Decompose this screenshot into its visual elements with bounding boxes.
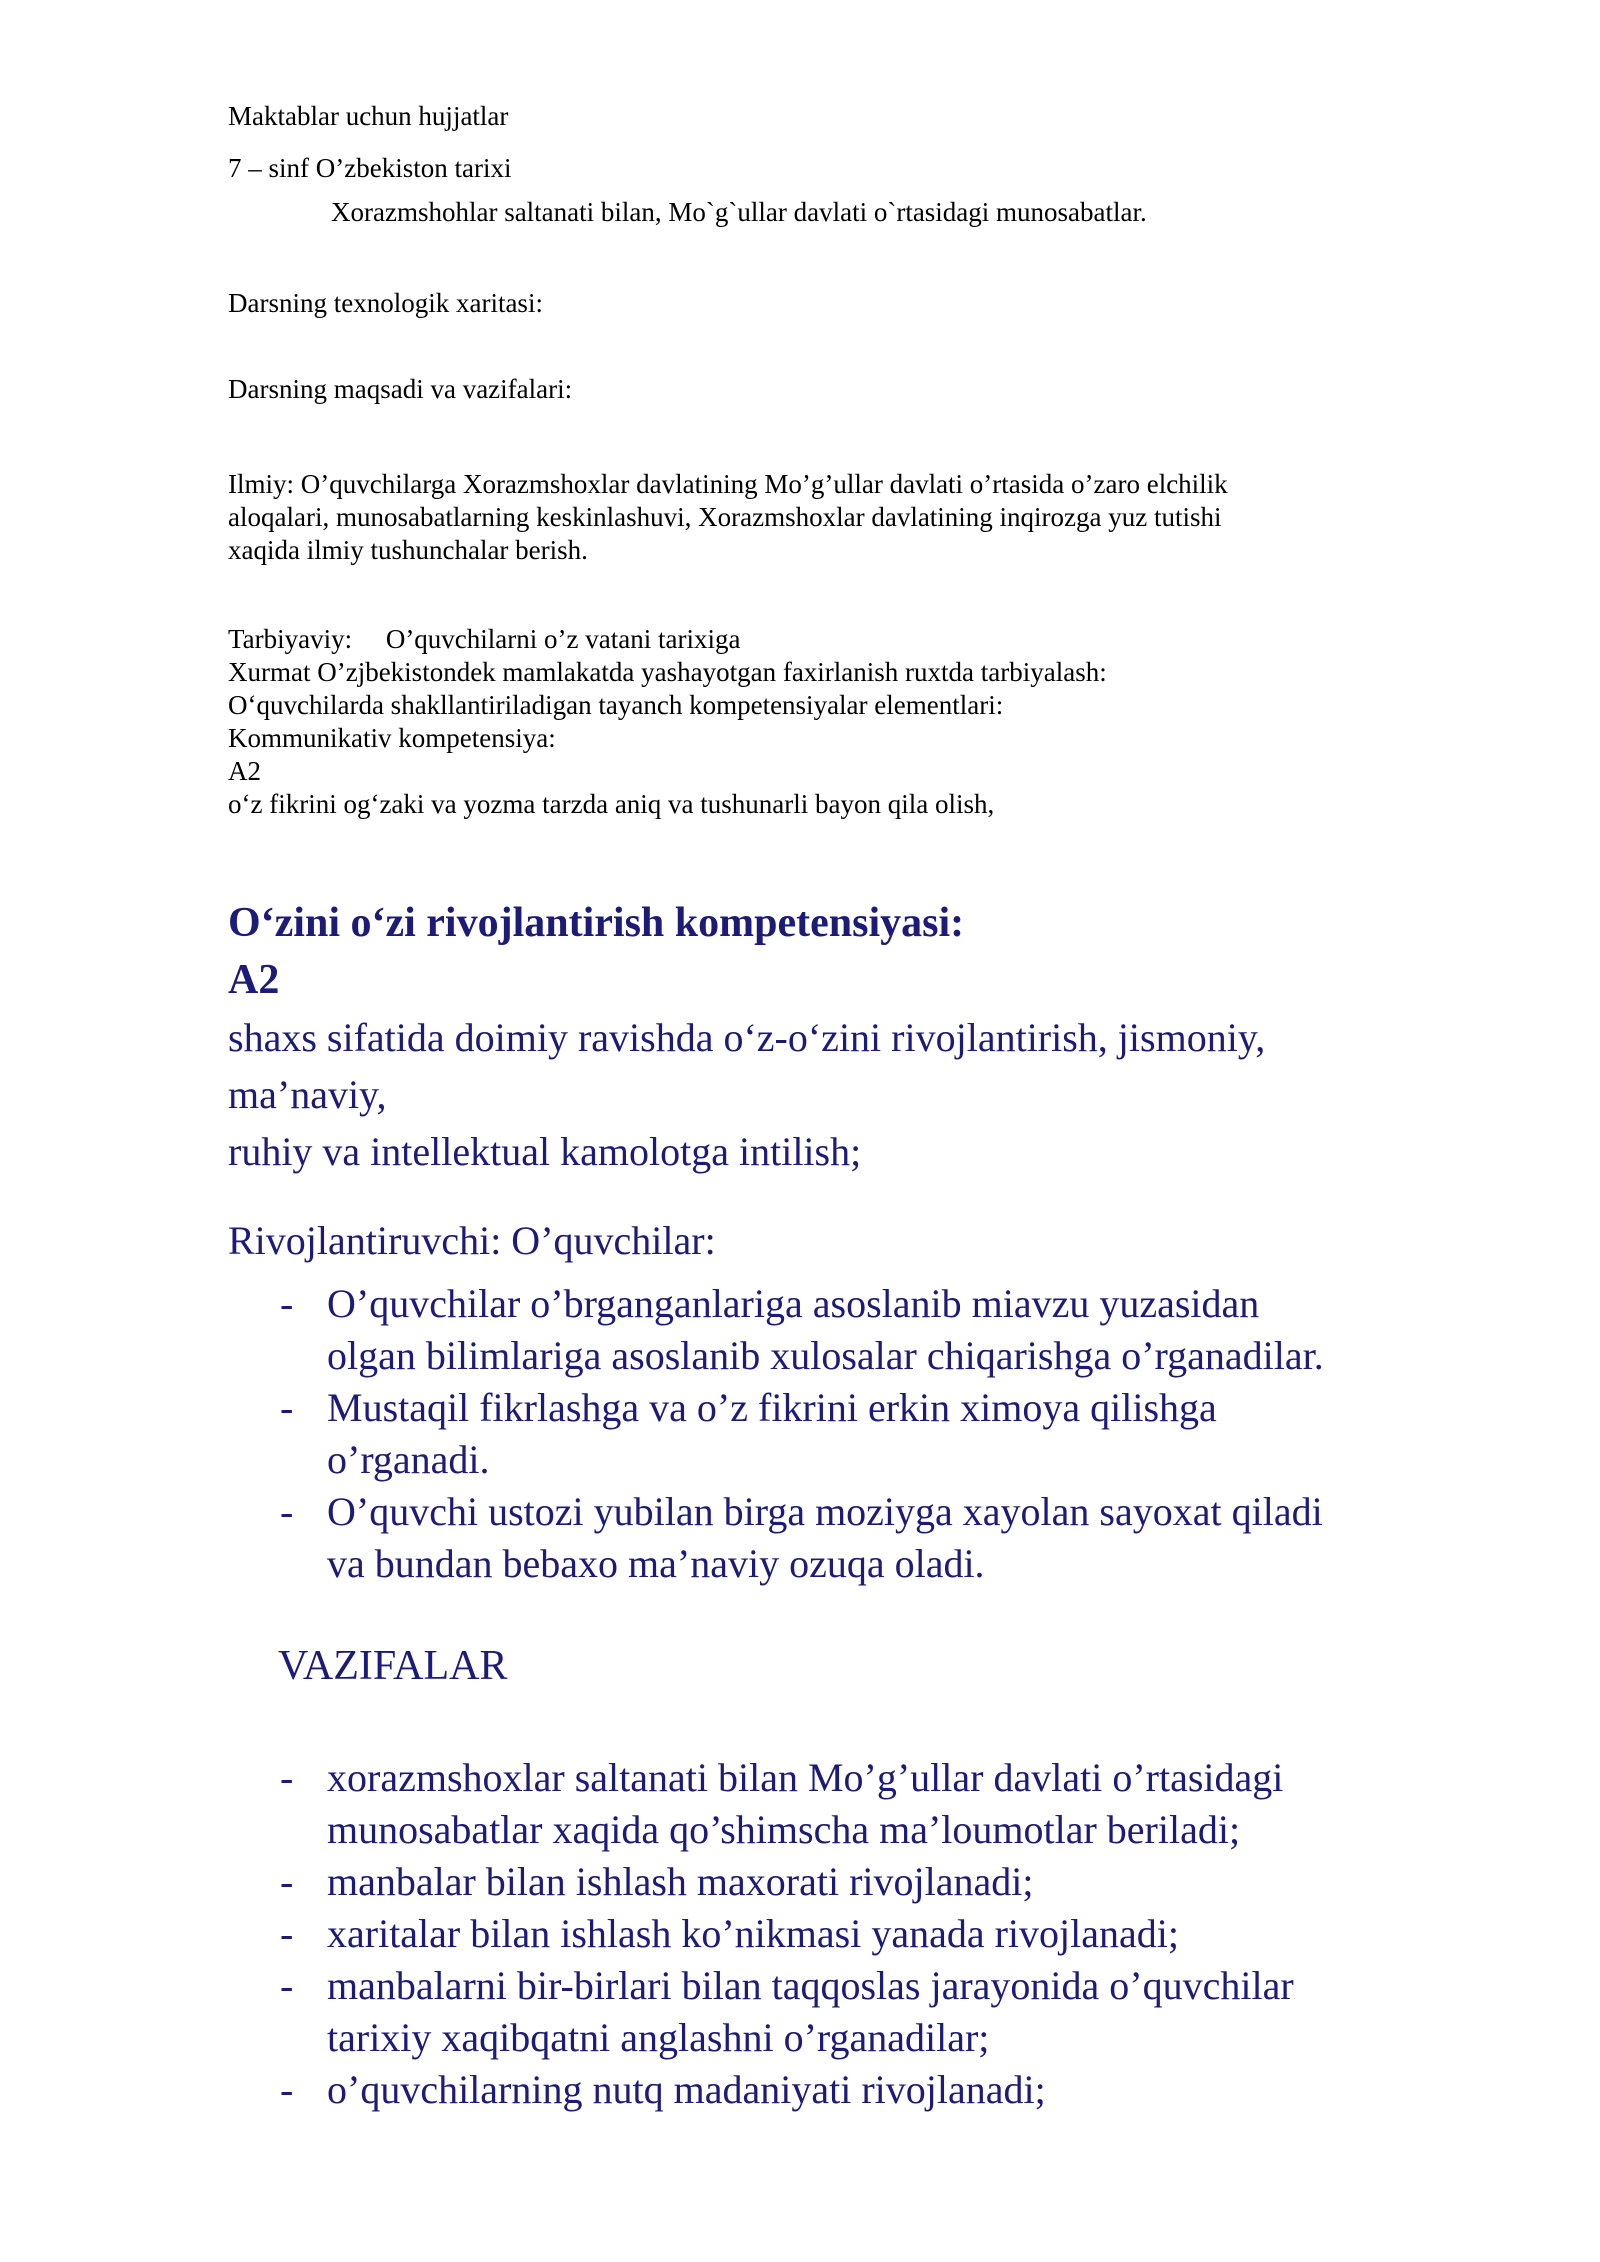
list-item-line: xorazmshoxlar saltanati bilan Mo’g’ullar davlati o’rtasidagi — [327, 1755, 1284, 1800]
dash-bullet: - — [280, 1489, 294, 1534]
list-item-text — [327, 1486, 1460, 1590]
ilmiy-paragraph — [228, 468, 1460, 567]
competence-heading: O‘zini o‘zi rivojlantirish kompetensiyasi: — [228, 900, 965, 946]
list-item-line: manbalarni bir-birlari bilan taqqoslas jarayonida o’quvchilar — [327, 1963, 1294, 2008]
competence-level: A2 — [228, 957, 280, 1003]
list-item — [280, 1486, 1460, 1590]
competence-section — [228, 895, 1460, 1180]
dash-bullet: - — [280, 2067, 294, 2112]
tarbiyaviy-line-1: Tarbiyaviy: O’quvchilarni o’z vatani tarixiga — [228, 624, 741, 654]
purpose-label: Darsning maqsadi va vazifalari: — [228, 374, 573, 404]
list-item-line: O’quvchi ustozi yubilan birga moziyga xayolan sayoxat qiladi — [327, 1489, 1323, 1534]
competence-body-line-1: shaxs sifatida doimiy ravishda o‘z-o‘zini rivojlantirish, jismoniy, — [228, 1015, 1266, 1060]
list-item-text — [327, 1752, 1460, 1856]
dash-bullet: - — [280, 1963, 294, 2008]
list-item — [280, 1752, 1460, 1856]
vazifalar-list — [228, 1752, 1460, 2116]
competence-body-line-3: ruhiy va intellektual kamolotga intilish; — [228, 1129, 862, 1174]
list-item-line: tarixiy xaqibqatni anglashni o’rganadilar; — [327, 2015, 990, 2060]
list-item-text — [327, 2064, 1460, 2116]
list-item-line: xaritalar bilan ishlash ko’nikmasi yanada rivojlanadi; — [327, 1911, 1179, 1956]
list-item-line: Mustaqil fikrlashga va o’z fikrini erkin ximoya qilishga — [327, 1385, 1217, 1430]
tarbiyaviy-line-4: Kommunikativ kompetensiya: — [228, 723, 556, 753]
tarbiyaviy-paragraph — [228, 623, 1460, 821]
rivojlantiruvchi-list — [228, 1278, 1460, 1590]
list-item — [280, 1856, 1460, 1908]
vazifalar-title: VAZIFALAR — [278, 1643, 508, 1689]
doc-topic-line: Xorazmshohlar saltanati bilan, Mo`g`ullar davlati o`rtasidagi munosabatlar. — [331, 197, 1147, 227]
list-item-text — [327, 1856, 1460, 1908]
dash-bullet: - — [280, 1859, 294, 1904]
doc-header-line: Maktablar uchun hujjatlar — [228, 101, 509, 131]
list-item-line: O’quvchilar o’brganganlariga asoslanib miavzu yuzasidan — [327, 1281, 1260, 1326]
list-item-text — [327, 1278, 1460, 1382]
list-item — [280, 1908, 1460, 1960]
tarbiyaviy-line-2: Xurmat O’zjbekistondek mamlakatda yashayotgan faxirlanish ruxtda tarbiyalash: — [228, 657, 1107, 687]
document-content — [228, 0, 1460, 2116]
tech-map-label: Darsning texnologik xaritasi: — [228, 288, 543, 318]
list-item-text — [327, 1960, 1460, 2064]
competence-body-line-2: ma’naviy, — [228, 1072, 387, 1117]
list-item — [280, 1960, 1460, 2064]
list-item-line: va bundan bebaxo ma’naviy ozuqa oladi. — [327, 1541, 985, 1586]
tarbiyaviy-line-3: O‘quvchilarda shakllantiriladigan tayanch kompetensiyalar elementlari: — [228, 690, 1004, 720]
list-item-text — [327, 1908, 1460, 1960]
list-item-line: o’quvchilarning nutq madaniyati rivojlanadi; — [327, 2067, 1046, 2112]
tarbiyaviy-line-5: A2 — [228, 756, 261, 786]
ilmiy-line-2: aloqalari, munosabatlarning keskinlashuvi, Xorazmshoxlar davlatining inqirozga yuz tutishi — [228, 502, 1222, 532]
doc-subject-line: 7 – sinf O’zbekiston tarixi — [228, 153, 512, 183]
list-item-line: munosabatlar xaqida qo’shimscha ma’loumotlar beriladi; — [327, 1807, 1241, 1852]
dash-bullet: - — [280, 1281, 294, 1326]
list-item-line: olgan bilimlariga asoslanib xulosalar chiqarishga o’rganadilar. — [327, 1333, 1324, 1378]
dash-bullet: - — [280, 1755, 294, 1800]
ilmiy-line-1: Ilmiy: O’quvchilarga Xorazmshoxlar davlatining Mo’g’ullar davlati o’rtasida o’zaro elchilik — [228, 469, 1228, 499]
list-item — [280, 2064, 1460, 2116]
list-item — [280, 1382, 1460, 1486]
ilmiy-line-3: xaqida ilmiy tushunchalar berish. — [228, 535, 588, 565]
rivojlantiruvchi-heading: Rivojlantiruvchi: O’quvchilar: — [228, 1218, 716, 1263]
list-item-text — [327, 1382, 1460, 1486]
tarbiyaviy-line-6: o‘z fikrini og‘zaki va yozma tarzda aniq va tushunarli bayon qila olish, — [228, 789, 995, 819]
dash-bullet: - — [280, 1911, 294, 1956]
list-item-line: o’rganadi. — [327, 1437, 490, 1482]
list-item — [280, 1278, 1460, 1382]
dash-bullet: - — [280, 1385, 294, 1430]
list-item-line: manbalar bilan ishlash maxorati rivojlanadi; — [327, 1859, 1034, 1904]
